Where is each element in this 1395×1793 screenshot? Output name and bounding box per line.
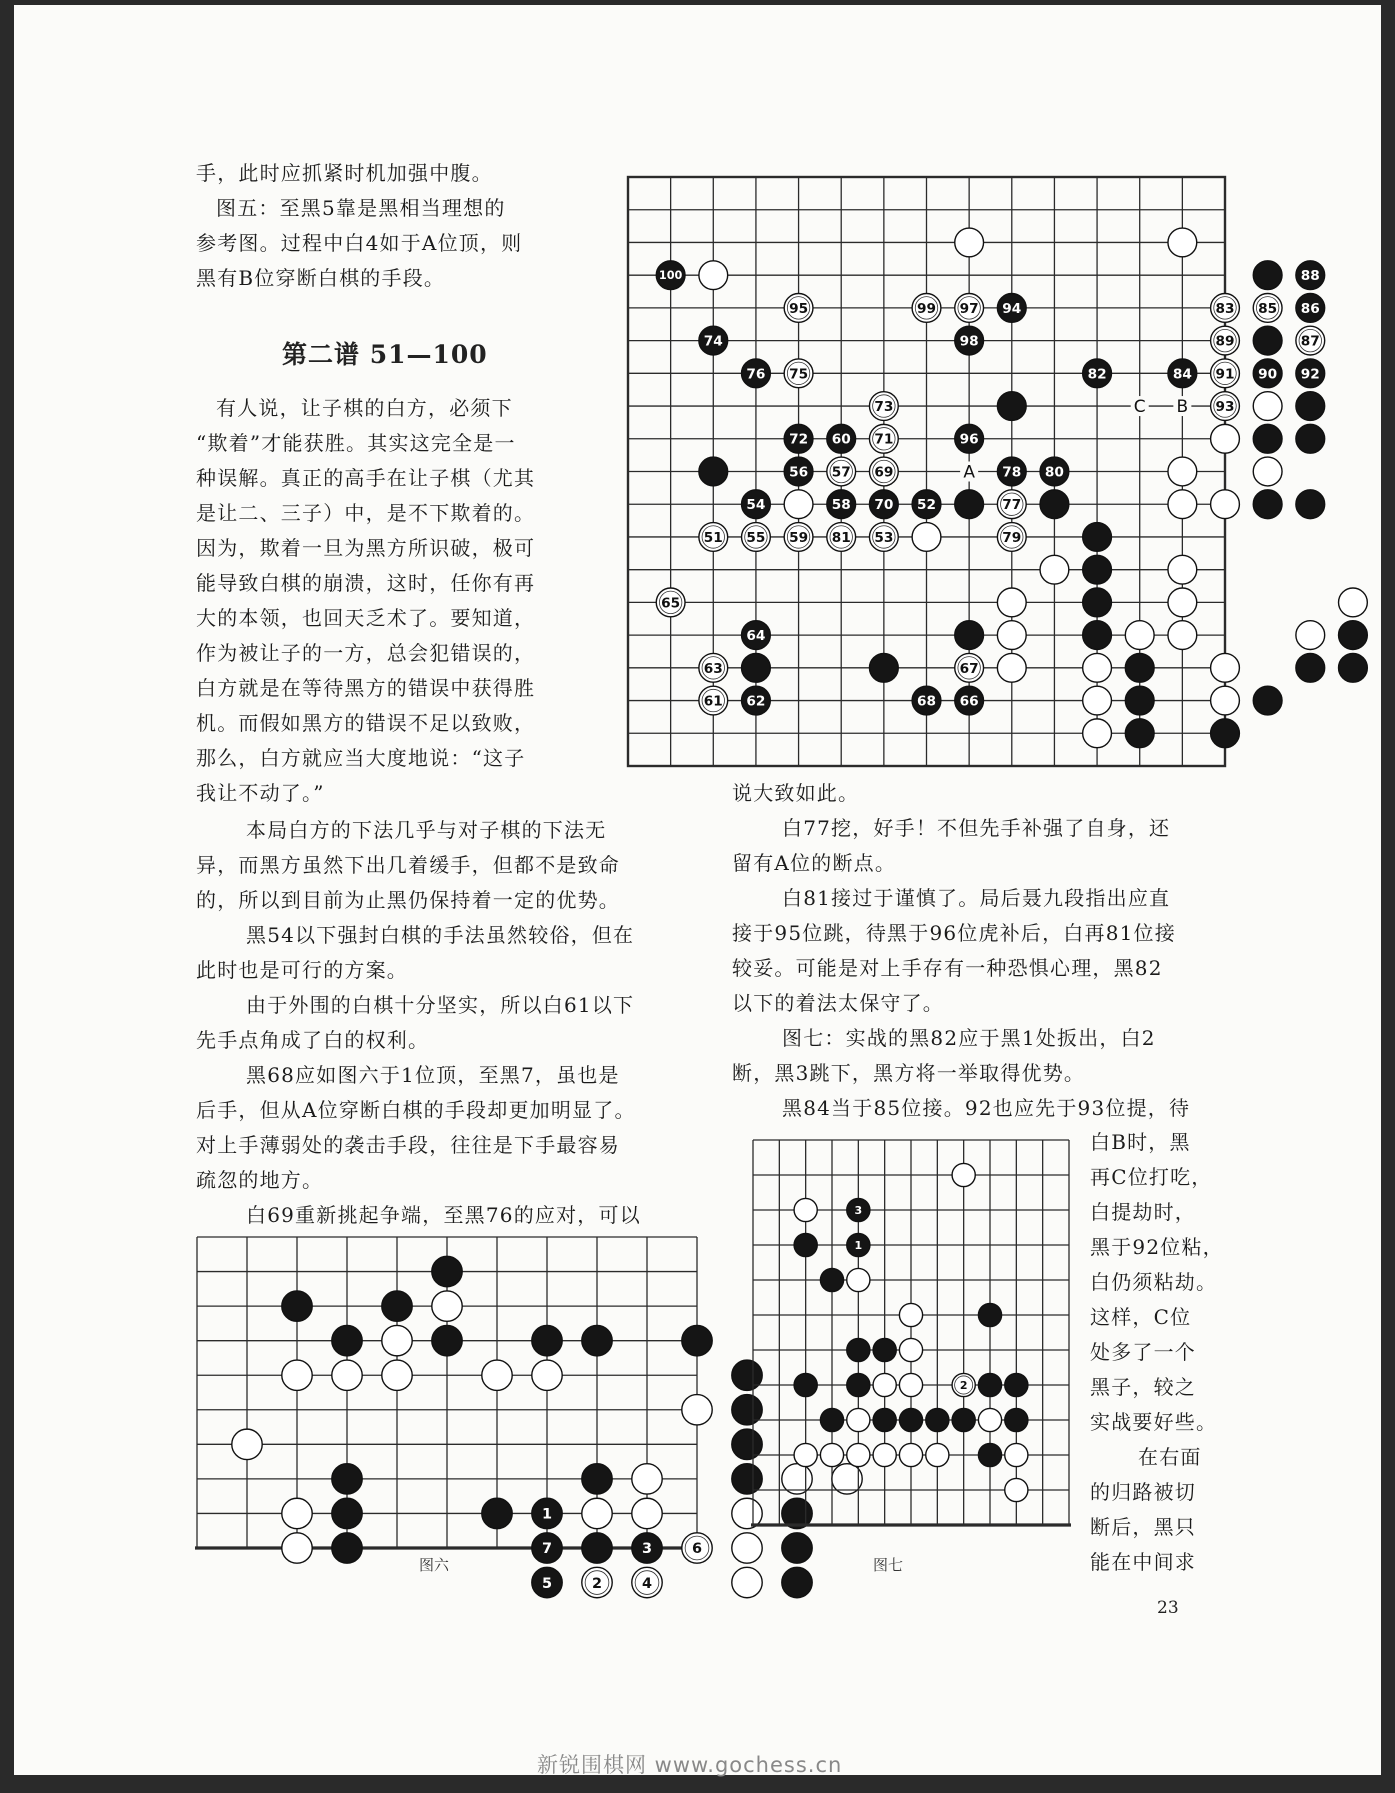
white-stone [1168, 228, 1197, 257]
black-stone [532, 1325, 562, 1355]
black-stone [742, 653, 771, 682]
text-line: 后手，但从A位穿断白棋的手段却更加明显了。 [196, 1098, 636, 1122]
move-number: 60 [831, 431, 851, 448]
move-number: 88 [1300, 268, 1320, 285]
text-line: 处多了一个 [1090, 1340, 1196, 1364]
black-stone [1083, 555, 1112, 584]
white-stone [794, 1198, 817, 1221]
text-line: 白仍须粘劫。 [1090, 1270, 1218, 1294]
black-stone [1339, 653, 1368, 682]
black-stone [1296, 424, 1325, 453]
move-number: 92 [1300, 366, 1320, 383]
move-number: 87 [1300, 333, 1320, 350]
text-line: 对上手薄弱处的袭击手段，往往是下手最容易 [196, 1133, 620, 1157]
white-stone [847, 1268, 870, 1291]
figure-caption-fig6: 图六 [419, 1556, 450, 1574]
text-line: 由于外围的白棋十分坚实，所以白61以下 [246, 993, 635, 1017]
black-stone [1211, 719, 1240, 748]
white-stone [1211, 490, 1240, 519]
white-stone [1005, 1478, 1028, 1501]
white-stone [1339, 588, 1368, 617]
text-line: 实战要好些。 [1090, 1410, 1218, 1434]
text-line: “欺着”才能获胜。其实这完全是一 [196, 431, 516, 455]
black-stone [1253, 261, 1282, 290]
white-stone [1253, 457, 1282, 486]
white-stone [926, 1443, 949, 1466]
move-number: 51 [703, 529, 723, 546]
text-line: 黑84当于85位接。92也应先于93位提，待 [782, 1096, 1191, 1120]
text-line: 黑68应如图六于1位顶，至黑7，虽也是 [246, 1063, 620, 1087]
move-number: 58 [831, 497, 851, 514]
black-stone [432, 1325, 462, 1355]
text-line: 黑于92位粘， [1090, 1235, 1224, 1259]
text-line: 此时也是可行的方案。 [196, 958, 408, 982]
text-line: 留有A位的断点。 [732, 851, 897, 875]
black-stone [432, 1256, 462, 1286]
text-line: 白提劫时， [1090, 1200, 1196, 1224]
black-stone [873, 1408, 896, 1431]
move-number: 86 [1300, 300, 1320, 317]
move-number: 77 [1002, 497, 1022, 514]
white-stone [955, 228, 984, 257]
white-stone [1211, 653, 1240, 682]
black-stone [794, 1373, 817, 1396]
text-line: 能导致白棋的崩溃，这时，任你有再 [196, 571, 536, 595]
text-line: 疏忽的地方。 [196, 1168, 324, 1192]
text-line: 异，而黑方虽然下出几着缓手，但都不是致命 [196, 853, 620, 877]
black-stone [794, 1233, 817, 1256]
black-stone [1253, 326, 1282, 355]
white-stone [1168, 588, 1197, 617]
white-stone [978, 1408, 1001, 1431]
black-stone [899, 1408, 922, 1431]
move-number: 5 [541, 1575, 553, 1592]
black-stone [1083, 621, 1112, 650]
move-number: 57 [831, 464, 851, 481]
black-stone [482, 1498, 512, 1528]
text-line: 种误解。真正的高手在让子棋（尤其 [196, 466, 536, 490]
text-line: 参考图。过程中白4如于A位顶，则 [196, 231, 523, 255]
black-stone [1125, 686, 1154, 715]
move-number: 62 [746, 693, 766, 710]
text-line: 先手点角成了白的权利。 [196, 1028, 430, 1052]
move-number: 94 [1002, 300, 1022, 317]
text-line: 本局白方的下法几乎与对子棋的下法无 [246, 818, 607, 842]
white-stone [899, 1443, 922, 1466]
white-stone [873, 1373, 896, 1396]
move-number: 89 [1215, 333, 1235, 350]
move-number: 1 [541, 1506, 553, 1523]
move-number: 75 [789, 366, 809, 383]
page-number: 23 [1157, 1598, 1179, 1618]
black-stone [978, 1303, 1001, 1326]
text-line: 黑子，较之 [1090, 1375, 1196, 1399]
black-stone [1296, 653, 1325, 682]
black-stone [847, 1338, 870, 1361]
text-line: 是让二、三子）中，是不下欺着的。 [196, 501, 536, 525]
black-stone [873, 1338, 896, 1361]
section-title: 第二谱 51—100 [282, 340, 488, 369]
board-label: B [1176, 397, 1189, 418]
white-stone [732, 1533, 762, 1563]
black-stone [1125, 719, 1154, 748]
text-line: 手，此时应抓紧时机加强中腹。 [196, 161, 493, 185]
white-stone [1040, 555, 1069, 584]
white-stone [873, 1443, 896, 1466]
move-number: 98 [959, 333, 979, 350]
white-stone [1083, 653, 1112, 682]
move-number: 90 [1258, 366, 1278, 383]
black-stone [820, 1268, 843, 1291]
white-stone [682, 1395, 712, 1425]
white-stone [820, 1443, 843, 1466]
text-line: 我让不动了。” [196, 781, 325, 805]
text-line: 那么，白方就应当大度地说：“这子 [196, 746, 526, 770]
move-number: 84 [1172, 366, 1192, 383]
move-number: 69 [874, 464, 894, 481]
text-line: 机。而假如黑方的错误不足以致败， [196, 711, 536, 735]
white-stone [232, 1429, 262, 1459]
white-stone [382, 1360, 412, 1390]
text-line: 黑有B位穿断白棋的手段。 [196, 266, 446, 290]
white-stone [1253, 392, 1282, 421]
move-number: 56 [789, 464, 809, 481]
move-number: 72 [789, 431, 809, 448]
move-number: 79 [1002, 529, 1022, 546]
move-number: 6 [691, 1541, 703, 1558]
black-stone [699, 457, 728, 486]
text-line: 图七：实战的黑82应于黑1处扳出，白2 [782, 1026, 1156, 1050]
text-line: 接于95位跳，待黑于96位虎补后，白再81位接 [732, 921, 1176, 945]
black-stone [582, 1325, 612, 1355]
white-stone [1211, 424, 1240, 453]
black-stone [820, 1408, 843, 1431]
black-stone [978, 1443, 1001, 1466]
black-stone [952, 1408, 975, 1431]
move-number: 74 [703, 333, 723, 350]
text-line: 白69重新挑起争端，至黑76的应对，可以 [246, 1203, 641, 1227]
move-number: 97 [959, 300, 979, 317]
text-line: 黑54以下强封白棋的手法虽然较俗，但在 [246, 923, 635, 947]
move-number: 71 [874, 431, 894, 448]
white-stone [899, 1373, 922, 1396]
black-stone [1253, 424, 1282, 453]
watermark-footer: 新锐围棋网 www.gochess.cn [537, 1753, 843, 1777]
move-number: 59 [789, 529, 809, 546]
move-number: 55 [746, 529, 766, 546]
black-stone [582, 1464, 612, 1494]
move-number: 73 [874, 398, 894, 415]
white-stone [1005, 1443, 1028, 1466]
white-stone [784, 490, 813, 519]
text-line: 这样，C位 [1090, 1305, 1192, 1329]
text-line: 较妥。可能是对上手存有一种恐惧心理，黑82 [732, 956, 1163, 980]
white-stone [1168, 555, 1197, 584]
text-line: 断，黑3跳下，黑方将一举取得优势。 [732, 1061, 1086, 1085]
white-stone [1083, 686, 1112, 715]
text-line: 说大致如此。 [732, 781, 860, 805]
black-stone [1005, 1408, 1028, 1431]
black-stone [382, 1291, 412, 1321]
move-number: 85 [1258, 300, 1278, 317]
text-line: 以下的着法太保守了。 [732, 991, 944, 1015]
move-number: 68 [916, 693, 937, 710]
white-stone [1296, 621, 1325, 650]
white-stone [282, 1360, 312, 1390]
white-stone [632, 1498, 662, 1528]
white-stone [899, 1338, 922, 1361]
move-number: 78 [1002, 464, 1022, 481]
move-number: 76 [746, 366, 766, 383]
black-stone [1083, 523, 1112, 552]
text-line: 白方就是在等待黑方的错误中获得胜 [196, 676, 536, 700]
black-stone [332, 1464, 362, 1494]
black-stone [782, 1533, 812, 1563]
move-number: 7 [541, 1541, 553, 1558]
white-stone [332, 1360, 362, 1390]
white-stone [794, 1443, 817, 1466]
move-number: 82 [1087, 366, 1107, 383]
move-number: 63 [703, 660, 723, 677]
text-line: 图五：至黑5靠是黑相当理想的 [216, 196, 506, 220]
black-stone [682, 1325, 712, 1355]
text-line: 再C位打吃， [1090, 1165, 1213, 1189]
move-number: 81 [831, 529, 851, 546]
white-stone [1168, 457, 1197, 486]
white-stone [582, 1498, 612, 1528]
black-stone [926, 1408, 949, 1431]
text-line: 白B时，黑 [1090, 1130, 1191, 1154]
go-board-main [628, 177, 1320, 766]
black-stone [1339, 621, 1368, 650]
figure-caption-fig7: 图七 [873, 1556, 904, 1574]
text-line: 因为，欺着一旦为黑方所识破，极可 [196, 536, 536, 560]
white-stone [699, 261, 728, 290]
white-stone [952, 1163, 975, 1186]
black-stone [1040, 490, 1069, 519]
white-stone [997, 621, 1026, 650]
black-stone [978, 1373, 1001, 1396]
black-stone [1005, 1373, 1028, 1396]
move-number: 3 [641, 1541, 653, 1558]
move-number: 1 [854, 1238, 863, 1252]
black-stone [955, 621, 984, 650]
black-stone [332, 1498, 362, 1528]
move-number: 64 [746, 628, 766, 645]
move-number: 66 [959, 693, 979, 710]
move-number: 99 [916, 300, 937, 317]
white-stone [1168, 621, 1197, 650]
white-stone [732, 1567, 762, 1597]
move-number: 96 [959, 431, 979, 448]
move-number: 70 [874, 497, 894, 514]
move-number: 53 [874, 529, 894, 546]
move-number: 95 [789, 300, 809, 317]
black-stone [332, 1533, 362, 1563]
move-number: 54 [746, 497, 766, 514]
white-stone [1083, 719, 1112, 748]
move-number: 80 [1044, 464, 1064, 481]
board-label: A [963, 462, 975, 483]
move-number: 52 [916, 497, 937, 514]
text-line: 能在中间求 [1090, 1550, 1196, 1574]
white-stone [1168, 490, 1197, 519]
white-stone [847, 1408, 870, 1431]
black-stone [1083, 588, 1112, 617]
move-number: 93 [1215, 398, 1235, 415]
move-number: 61 [703, 693, 723, 710]
white-stone [382, 1325, 412, 1355]
black-stone [1253, 686, 1282, 715]
black-stone [282, 1291, 312, 1321]
black-stone [1253, 490, 1282, 519]
board-label: C [1133, 397, 1146, 418]
white-stone [432, 1291, 462, 1321]
book-page [14, 5, 1381, 1775]
white-stone [997, 653, 1026, 682]
white-stone [899, 1303, 922, 1326]
text-line: 有人说，让子棋的白方，必须下 [216, 396, 513, 420]
text-line: 在右面 [1138, 1445, 1202, 1469]
white-stone [532, 1360, 562, 1390]
black-stone [847, 1373, 870, 1396]
black-stone [582, 1533, 612, 1563]
white-stone [997, 588, 1026, 617]
white-stone [482, 1360, 512, 1390]
text-line: 白77挖，好手！不但先手补强了自身，还 [782, 816, 1171, 840]
move-number: 67 [959, 660, 979, 677]
white-stone [632, 1464, 662, 1494]
text-line: 断后，黑只 [1090, 1515, 1196, 1539]
black-stone [1296, 490, 1325, 519]
black-stone [1125, 653, 1154, 682]
white-stone [282, 1498, 312, 1528]
black-stone [869, 653, 898, 682]
move-number: 2 [959, 1378, 968, 1392]
black-stone [332, 1325, 362, 1355]
go-diagram-fig7 [753, 1140, 1069, 1525]
black-stone [955, 490, 984, 519]
white-stone [1211, 686, 1240, 715]
text-line: 白81接过于谨慎了。局后聂九段指出应直 [782, 886, 1171, 910]
move-number: 3 [854, 1203, 863, 1217]
move-number: 65 [661, 595, 681, 612]
white-stone [282, 1533, 312, 1563]
move-number: 100 [658, 269, 683, 283]
text-line: 作为被让子的一方，总会犯错误的， [196, 641, 536, 665]
move-number: 2 [591, 1575, 603, 1592]
white-stone [912, 523, 941, 552]
move-number: 91 [1215, 366, 1235, 383]
black-stone [782, 1567, 812, 1597]
white-stone [1125, 621, 1154, 650]
black-stone [997, 392, 1026, 421]
black-stone [1296, 392, 1325, 421]
text-line: 大的本领，也回天乏术了。要知道， [196, 606, 536, 630]
text-line: 的，所以到目前为止黑仍保持着一定的优势。 [196, 888, 620, 912]
text-line: 的归路被切 [1090, 1480, 1196, 1504]
move-number: 4 [641, 1575, 653, 1592]
move-number: 83 [1215, 300, 1235, 317]
white-stone [847, 1443, 870, 1466]
